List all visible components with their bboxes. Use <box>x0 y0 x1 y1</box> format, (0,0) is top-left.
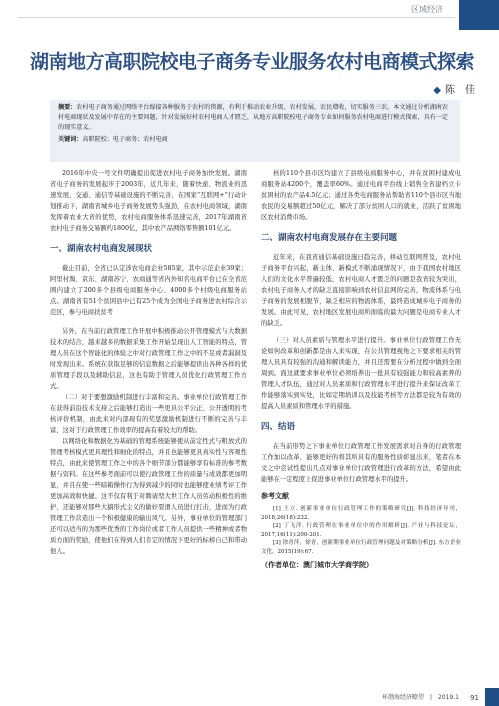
references-title: 参考文献 <box>261 492 289 500</box>
header-accent-bar <box>459 0 499 30</box>
keywords-line <box>58 135 452 145</box>
keywords-text: 高职院校；电子商务；农村电商 <box>82 136 168 143</box>
paragraph: （二）对于要想激励机制进行丰富和完善。事业单位行政管理工作在获得前沿技术支持之后能够打造出一些更具公平公正、公开透明的考核评价机制，由此来对内部现有的奖惩激励机制进行不断的完善与丰富，这对于行政管理工作效率的提高有着较大的帮助。 <box>50 394 247 434</box>
reference-item: [3] 徐青萍，徐青，创新期事业单位行政管理问题及对策略分析[J]. 东方企业文化，2015(19):67. <box>261 540 461 555</box>
abstract-text: 农村电子商务通过网络平台嫁接各种服务于农村的资源，有利于推动农业升级、农村发展、农民增收，切实服务三农。本文通过分析湖南农村电商现状及发展中存在的主要问题，针对发展好村农村电商人才匮乏，从地方高职院校电子商务专业如何服务农村电商进行模式探索，具有一定的现实意义。 <box>58 104 448 131</box>
section-heading: 四、结语 <box>261 422 296 432</box>
footer-accent-block <box>485 688 499 706</box>
paragraph: 核的110个县市区均建立了县级电商服务中心，并在贫困村建成电商服务站4200个，覆盖率60%。通过电商平台线上销售全省建档立卡贫困村的农产品4.5亿元；通过各类电商服务站帮助省110个县市区当地农民的交易额超过50亿元，解决了部分贫困人口的就业，活跃了贫困地区农村消费市场。 <box>261 170 461 221</box>
left-column <box>50 168 247 557</box>
header-rule <box>18 17 455 18</box>
section-tag: 区域经济 <box>411 5 443 14</box>
page-number: 91 <box>470 694 479 702</box>
diamond-icon: ◆ <box>433 85 441 96</box>
reference-item: [2] 丁飞洋. 行政管理在事业单位中的作用解析[J]. 产业与科技论坛，2017,16(11):200-201. <box>261 523 461 538</box>
paragraph: 在当前形势之下事业单位行政管理工作发展需求对自身的行政管理工作加以改革，能够更好的将其所具有的服务性质彰显出来，笔者在本文之中尝试性提出几点对事业单位行政管理进行改革的方法，希望由此能够在一定程度上促进事业单位行政管理水平的提升。 <box>261 443 461 483</box>
section-heading: 二、湖南农村电商发展存在主要问题 <box>261 233 398 243</box>
paragraph: 另外，在当前行政管理工作开展中积极推动公开管理模式与大数据技术的结合，越来越多的数据采集工作开始呈现出人工智能的特点，管理人员在这个智能化的体验之中对行政管理工作之中的不足或者漏洞及时发现出来。系统在获取足够的信息数据之后能够提供出各种各样的优质管理手段以及辅助信息，这也有助于管理人员优化行政管理工作方式。 <box>50 328 247 390</box>
journal-name: 环渤海经济瞭望 | 2019.1 <box>381 694 459 701</box>
reference-item: [1] 王立. 创新事业单位行政管理工作的策略研究[J]. 科技经济导刊，2018,26(18):232. <box>261 506 461 521</box>
abstract-paragraph <box>58 103 452 133</box>
paragraph: 截止目前，全省已认定涉农电商企业585家，其中示范企业39家；阿里村淘、京东、湖南苏宁、农商通等省内外知名电商平台已在全省范围内建立了200多个县级电商服务中心、4000多个村级电商服务站点。湖南省有51个贫困县中已有25个成为全国电子商务进农村综合示范区，参与电商扶贫考 <box>50 265 247 316</box>
abstract-box <box>50 100 460 162</box>
paragraph: 以网络化和数据化为基础的管理系统能够使从前定性式与粗放式的管理考核模式更具理性和细化的特点，并且也能够更具真实性与客观性特点，由此来使管理工作之中的各个细节部分都能够享有标准的参考数据与资料。在这些参考面前可以使行政管理工作的质量与成效都更加明显，并且在使一些暗箱操作行为得到减少的同时也能够使业绩考评工作更加高效和快捷。这不仅有利于对聘请型大世工作人员劳动积极性的维护，还能够对那些大搞形式主义的偷奸耍滑人员进行打击，进而为行政管理工作营造出一个积极健康的输出风气。另外，事业单位的管理部门还可以适当的为那些优秀的工作岗位或者工作人员提供一些精神或者物质方面的奖励，使他们在得到人们肯定的情况下更好的标榜自己和带动他人。 <box>50 438 247 555</box>
page-footer <box>0 688 499 706</box>
article-title: 湖南地方高职院校电子商务专业服务农村电商模式探索 <box>29 51 474 73</box>
spacer <box>50 318 247 326</box>
author-affiliation: （作者单位：澳门城市大学商学院） <box>261 561 373 569</box>
abstract-label: 摘要： <box>58 104 77 111</box>
paragraph: 2016年中央一号文件明确提出促进农村电子商务加快发展。湖南省电子商务的发展起步于2003年，近几年来，随着快递、物流业的迅速发展，交通、通信等基础设施的不断完善，在国家“互联网+”行动计划推动下，湖南省城乡电子商务发展势头强劲，在农村电商领域，湖南发挥着农业大省的优势，农村电商服务体系迅速完善，2017年湖南省农村电子商务交易额约1800亿，其中农产品网络零售额101亿元。 <box>50 170 247 232</box>
right-column <box>261 168 461 571</box>
author-name: 陈 佳 <box>445 85 475 96</box>
paragraph: （三）对人员素质与管理水平进行提升。事业单位行政管理工作无论如何改革和创新都是由人来实现，在公共管理视角之下要求相关的管理人员具有较强的沟通和解读能力，并且还需要在分析过程中做到全面周到。面这就要求事业单位必须培养出一批具有较强能力和较高素养的管理人才队伍，通过对人员素质和行政管理水平进行提升来保证改革工作能够落实到实处，比如定期培训以及技能考核等方法都是较为有效的提高人员素质和管理水平的措施。 <box>261 337 461 410</box>
section-heading: 一、湖南农村电商发展现状 <box>50 244 153 254</box>
keywords-label: 关键词： <box>58 136 83 143</box>
paragraph: 近年来，在我省通信基础设施日趋完善，移动互联网普及，农村电子商务平台兴起，新主体、新模式不断涌现情况下，由于我国农村地区人们的文化水平普遍较低，农村电商人才匮乏的问题是我省较为突出，农村电子商务人才的缺乏直接影响到农村信息网的完善，物流体系与电子商务的发展相脱节，缺乏相应的物流体系，最终造成城乡电子商务的发展。由此可见，农村地区发展电商所面临的最大问题是电商专业人才的缺乏。 <box>261 254 461 327</box>
author-line <box>433 81 475 96</box>
